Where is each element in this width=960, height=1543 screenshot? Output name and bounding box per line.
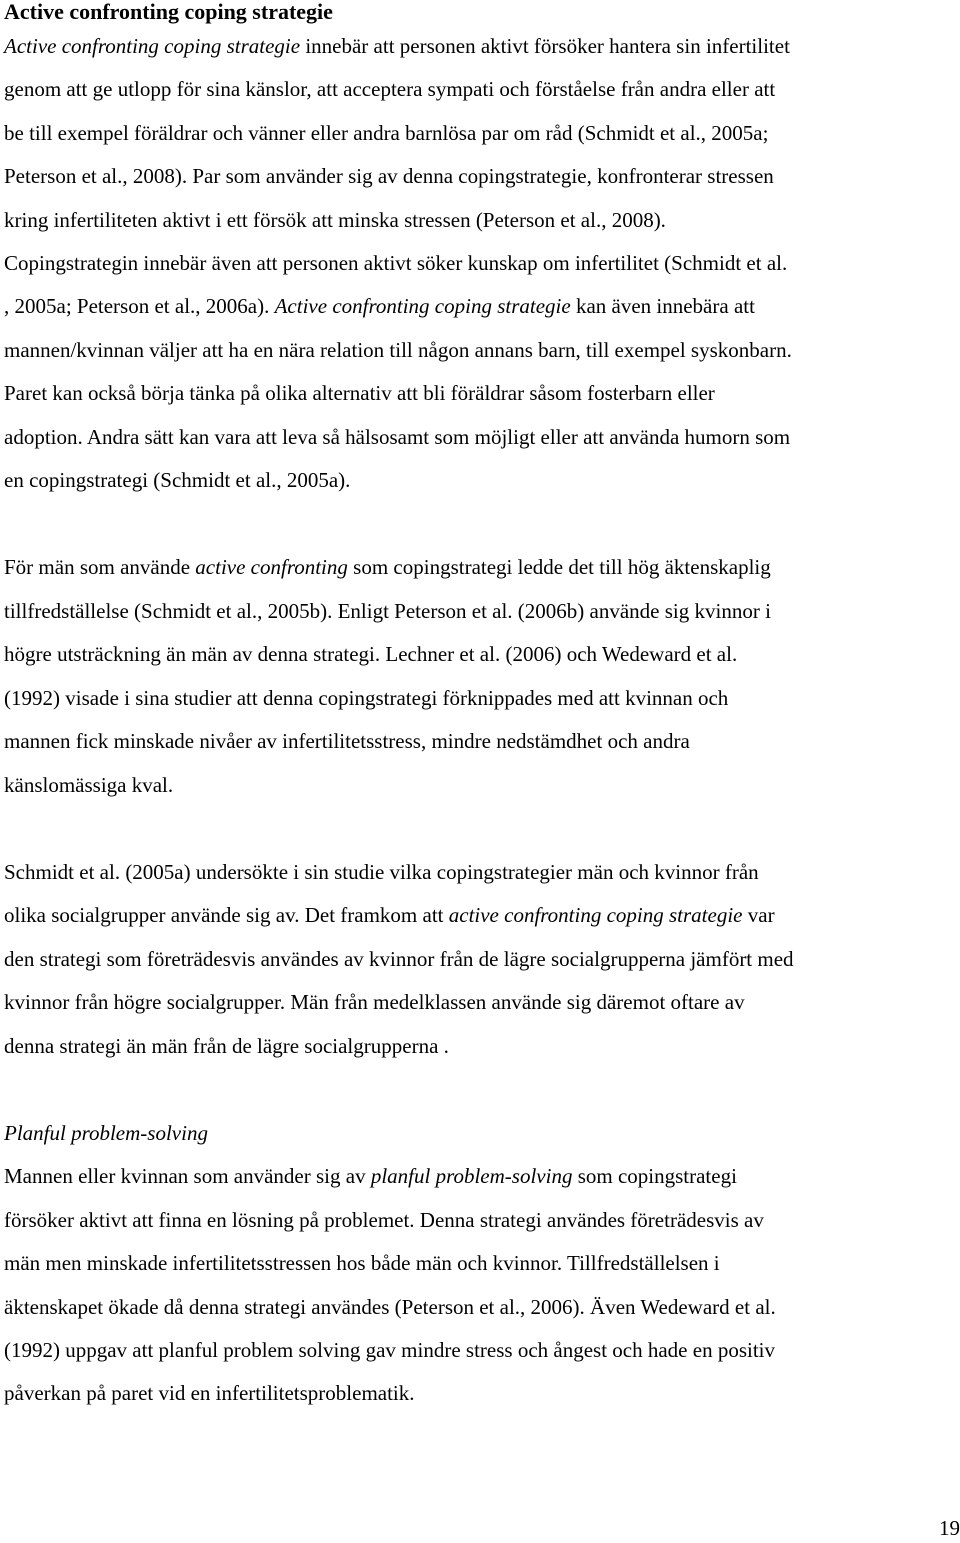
text-line bbox=[4, 199, 956, 242]
section-heading: Active confronting coping strategie bbox=[4, 0, 333, 24]
text-run: en copingstrategi (Schmidt et al., 2005a). bbox=[4, 468, 351, 493]
text-line bbox=[4, 372, 956, 415]
paragraph-planful-problem-solving bbox=[4, 1112, 956, 1416]
text-run: innebär att personen aktivt försöker hantera sin infertilitet bbox=[300, 34, 790, 58]
text-run: försöker aktivt att finna en lösning på problemet. Denna strategi användes företrädesvis av bbox=[4, 1207, 764, 1232]
paragraph-active-confronting-definition bbox=[4, 25, 956, 502]
text-line bbox=[4, 894, 956, 937]
italic-text: Active confronting coping strategie bbox=[274, 294, 571, 319]
text-run: män men minskade infertilitetsstressen hos både män och kvinnor. Tillfredställelsen i bbox=[4, 1251, 720, 1276]
paragraph-spacer bbox=[4, 807, 956, 851]
italic-text: Active confronting coping strategie bbox=[4, 34, 301, 58]
text-line bbox=[4, 1286, 956, 1329]
text-line bbox=[4, 68, 956, 111]
text-line bbox=[4, 546, 956, 589]
paragraph-social-groups bbox=[4, 851, 956, 1068]
text-line bbox=[4, 155, 956, 198]
text-run: denna strategi än män från de lägre socialgrupperna . bbox=[4, 1033, 449, 1058]
text-line bbox=[4, 285, 956, 328]
text-run: tillfredställelse (Schmidt et al., 2005b). Enligt Peterson et al. (2006b) använde sig kvinnor i bbox=[4, 598, 771, 623]
text-run: mannen/kvinnan väljer att ha en nära relation till någon annans barn, till exempel syskonbarn. bbox=[4, 337, 792, 362]
text-line bbox=[4, 242, 956, 285]
text-run: Schmidt et al. (2005a) undersökte i sin studie vilka copingstrategier män och kvinnor från bbox=[4, 859, 759, 884]
text-line bbox=[4, 1112, 956, 1155]
text-run: var bbox=[742, 903, 775, 928]
italic-text: Planful problem-solving bbox=[4, 1120, 208, 1145]
text-run: som copingstrategi ledde det till hög äktenskaplig bbox=[347, 555, 771, 580]
text-run: olika socialgrupper använde sig av. Det framkom att bbox=[4, 903, 449, 928]
text-line bbox=[4, 1155, 956, 1198]
text-run: Mannen eller kvinnan som använder sig av bbox=[4, 1164, 371, 1189]
text-run: mannen fick minskade nivåer av infertilitetsstress, mindre nedstämdhet och andra bbox=[4, 729, 690, 754]
paragraph-spacer bbox=[4, 1068, 956, 1112]
text-run: be till exempel föräldrar och vänner eller andra barnlösa par om råd (Schmidt et al., 2005a; bbox=[4, 120, 769, 145]
text-run: genom att ge utlopp för sina känslor, att acceptera sympati och förståelse från andra eller att bbox=[4, 77, 776, 102]
text-line bbox=[4, 938, 956, 981]
text-run: högre utsträckning än män av denna strategi. Lechner et al. (2006) och Wedeward et al. bbox=[4, 642, 738, 667]
text-line bbox=[4, 1025, 956, 1068]
text-run: För män som använde bbox=[4, 555, 196, 580]
text-line bbox=[4, 677, 956, 720]
text-run: , 2005a; Peterson et al., 2006a). bbox=[4, 294, 275, 319]
text-run: kan även innebära att bbox=[570, 294, 755, 319]
text-line bbox=[4, 851, 956, 894]
text-line bbox=[4, 112, 956, 155]
text-line bbox=[4, 1199, 956, 1242]
italic-text: planful problem-solving bbox=[370, 1164, 573, 1189]
text-line bbox=[4, 25, 956, 68]
text-run: kring infertiliteten aktivt i ett försök att minska stressen (Peterson et al., 2008). bbox=[4, 207, 666, 232]
text-run: Peterson et al., 2008). Par som använder sig av denna copingstrategie, konfronterar stressen bbox=[4, 164, 774, 189]
page-number: 19 bbox=[939, 1516, 960, 1540]
text-run: adoption. Andra sätt kan vara att leva så hälsosamt som möjligt eller att använda humorn som bbox=[4, 424, 791, 449]
text-line bbox=[4, 1242, 956, 1285]
paragraph-spacer bbox=[4, 502, 956, 546]
italic-text: active confronting coping strategie bbox=[448, 903, 743, 928]
text-run: (1992) visade i sina studier att denna copingstrategi förknippades med att kvinnan och bbox=[4, 685, 729, 710]
text-line bbox=[4, 590, 956, 633]
text-line bbox=[4, 329, 956, 372]
text-line bbox=[4, 459, 956, 502]
text-run: äktenskapet ökade då denna strategi användes (Peterson et al., 2006). Även Wedeward et al. bbox=[4, 1294, 776, 1319]
text-run: Paret kan också börja tänka på olika alternativ att bli föräldrar såsom fosterbarn eller bbox=[4, 381, 715, 406]
text-run: påverkan på paret vid en infertilitetsproblematik. bbox=[4, 1381, 415, 1406]
text-line bbox=[4, 981, 956, 1024]
text-line bbox=[4, 633, 956, 676]
italic-text: active confronting bbox=[195, 555, 348, 580]
text-run: känslomässiga kval. bbox=[4, 772, 174, 797]
paragraph-active-confronting-men bbox=[4, 546, 956, 806]
text-run: (1992) uppgav att planful problem solving gav mindre stress och ångest och hade en positiv bbox=[4, 1337, 776, 1362]
text-line bbox=[4, 1372, 956, 1415]
text-line bbox=[4, 416, 956, 459]
text-line bbox=[4, 764, 956, 807]
text-line bbox=[4, 720, 956, 763]
text-line bbox=[4, 1329, 956, 1372]
text-run: den strategi som företrädesvis användes av kvinnor från de lägre socialgrupperna jämfört med bbox=[4, 946, 794, 971]
text-run: kvinnor från högre socialgrupper. Män från medelklassen använde sig däremot oftare av bbox=[4, 990, 745, 1015]
text-run: som copingstrategi bbox=[572, 1164, 737, 1189]
document-page bbox=[4, 0, 956, 1416]
text-run: Copingstrategin innebär även att personen aktivt söker kunskap om infertilitet (Schmidt et al. bbox=[4, 251, 788, 276]
